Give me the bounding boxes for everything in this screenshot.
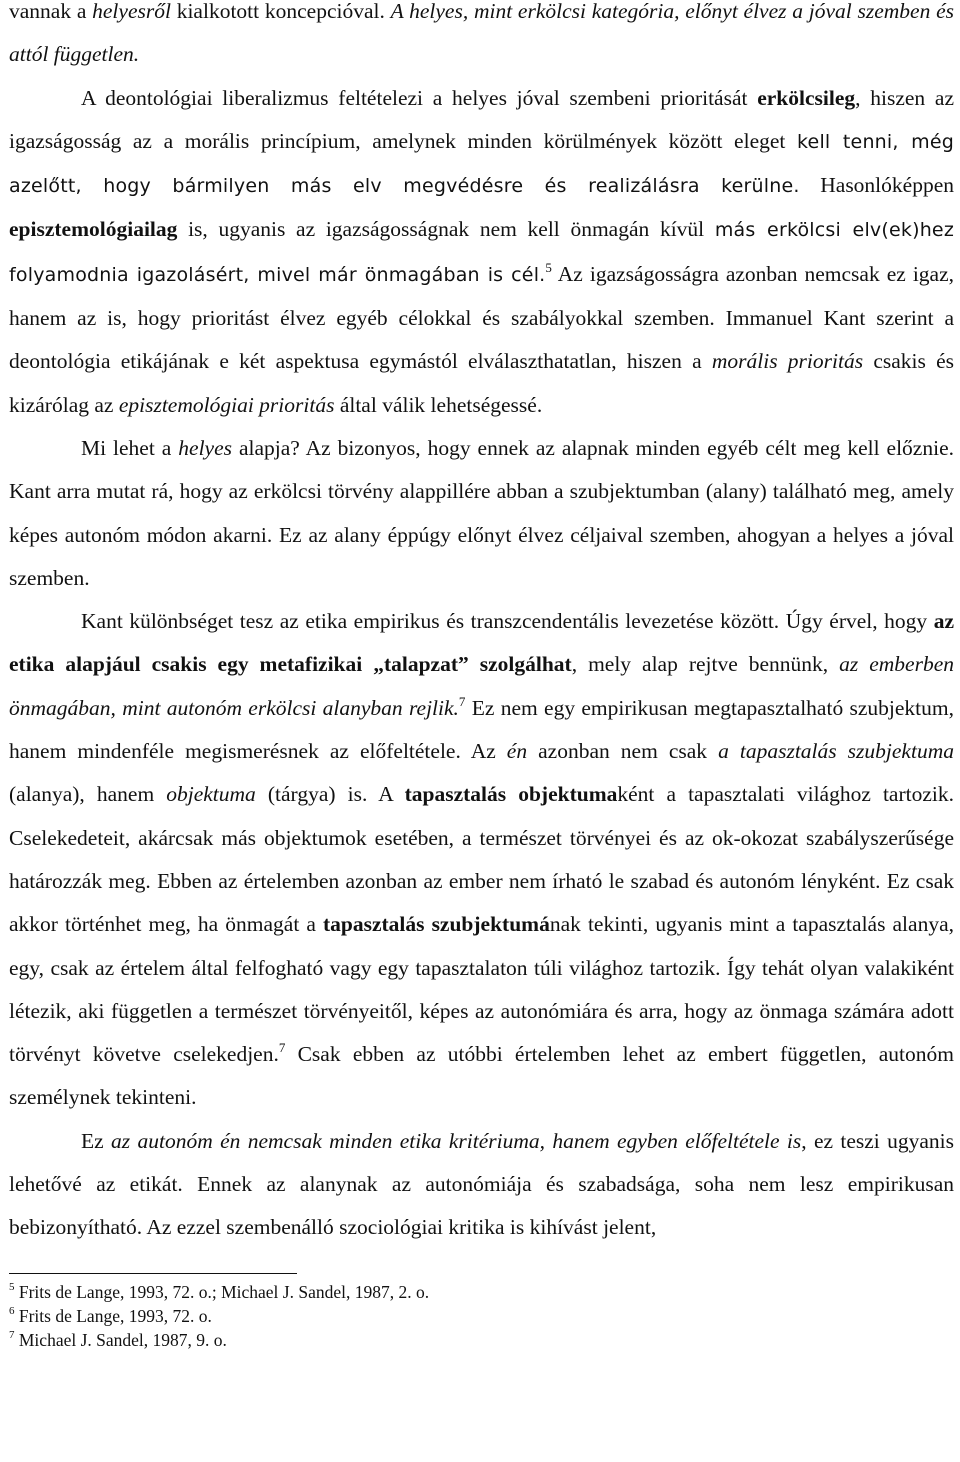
italic-run: az autonóm én nemcsak minden etika kritériuma, hanem egyben előfeltétele is	[111, 1128, 802, 1153]
italic-run: az emberben önmagában, mint autonóm erkölcsi alanyban rejlik.	[9, 652, 954, 720]
italic-run: helyesről	[92, 0, 171, 23]
footnote-ref: 7	[458, 693, 466, 709]
text-run: csakis és kizárólag az	[9, 349, 955, 417]
text-run: ként a tapasztalati világhoz tartozik. Cselekedeteit, akárcsak más objektumok esetében, a természet törvényei és az ok-okozat szabályszerűsége határozzák meg. Ebben az értelemben azonban az ember nem írható le szabad és autonóm lényként. Ez csak akkor történhet meg, ha önmagát a	[9, 782, 954, 937]
footnote-ref: 7	[278, 1039, 286, 1055]
text-run: , ez teszi ugyanis lehetővé az etikát. Ennek az alanynak az autonómiája és szabadsága, soha nem lesz empirikusan bebizonyítható. Az ezzel szembenálló szociológiai kritika is kihívást jelent,	[9, 1128, 954, 1240]
bold-run: episztemológiailag	[9, 217, 178, 242]
italic-run: A helyes, mint erkölcsi kategória, előnyt élvez a jóval szemben és attól független.	[9, 0, 954, 67]
text-run: (alanya), hanem	[9, 782, 167, 807]
bold-run: az etika alapjául csakis egy metafizikai „talapzat” szolgálhat	[9, 609, 954, 677]
text-run: Ez nem egy empirikusan megtapasztalható szubjektum, hanem mindenféle megismerésnek az előfeltétele. Az	[9, 695, 954, 764]
bold-run: erkölcsileg	[757, 85, 856, 110]
text-run: Kant különbséget tesz az etika empirikus és transzcendentális levezetése között. Úgy érvel, hogy	[81, 609, 934, 634]
body-text	[9, 0, 954, 1250]
text-run: kialkotott koncepcióval.	[170, 0, 391, 23]
footnote-separator	[9, 1273, 297, 1274]
italic-run: objektuma	[166, 782, 256, 807]
italic-run: helyes	[178, 435, 232, 460]
text-run: , mely alap rejtve bennünk,	[571, 652, 840, 677]
text-run: Az igazságosságra azonban nemcsak ez igaz, hanem az is, hogy prioritást élvez egyéb célokkal és szabályokkal szemben. Immanuel Kant szerint a deontológia etikájának e két aspektusa egymástól elválaszthatatlan, hiszen a	[9, 261, 955, 374]
footnote-ref: 5	[545, 259, 552, 275]
footnote	[9, 1280, 954, 1304]
italic-run: morális prioritás	[711, 349, 864, 374]
text-run: vannak a	[9, 0, 93, 23]
text-run: azonban nem csak	[527, 739, 719, 764]
paragraph-5	[9, 1120, 954, 1250]
text-run: Hasonlóképpen	[799, 173, 954, 198]
bold-run: tapasztalás objektuma	[404, 782, 618, 807]
text-run: , hiszen az igazságosság az a morális princípium, amelynek minden körülmények között eleget	[9, 85, 954, 153]
paragraph-2	[9, 77, 954, 427]
text-run: alapja? Az bizonyos, hogy ennek az alapnak minden egyéb célt meg kell előznie. Kant arra mutat rá, hogy az erkölcsi törvény alappillére abban a szubjektumban (alany) található meg, amely képes autonóm módon akarni. Ez az alany éppúgy előnyt élvez céljaival szemben, ahogyan a helyes a jóval szemben.	[9, 435, 954, 590]
paragraph-3	[9, 427, 954, 600]
italic-run: a tapasztalás szubjektuma	[718, 739, 954, 764]
footnote-text: Frits de Lange, 1993, 72. o.; Michael J. Sandel, 1987, 2. o.	[18, 1281, 430, 1302]
text-run: is, ugyanis az igazságosságnak nem kell önmagán kívül	[177, 217, 715, 242]
footnote-number: 6	[9, 1304, 15, 1317]
text-run: nak tekinti, ugyanis mint a tapasztalás alanya, egy, csak az értelem által felfogható vagy egy tapasztalaton túli világhoz tartozik. Így tehát olyan valakiként létezik, aki független a természet törvényeitől, képes az autonómiára és arra, hogy az önmaga számára adott törvényt követve cselekedjen.	[9, 912, 954, 1067]
bold-run: tapasztalás szubjektumá	[322, 912, 550, 937]
paragraph-4	[9, 600, 954, 1120]
footnote	[9, 1304, 954, 1328]
paragraph-1	[9, 0, 954, 77]
text-run: Ez	[81, 1128, 112, 1153]
sans-run: más erkölcsi elv(ek)hez folyamodnia igazolásért, mivel már önmagában is cél.	[9, 219, 954, 286]
text-run: Mi lehet a	[81, 435, 179, 460]
text-run: Csak ebben az utóbbi értelemben lehet az embert független, autonóm személynek tekinteni.	[9, 1042, 954, 1110]
italic-run: én	[506, 739, 528, 764]
text-run: A deontológiai liberalizmus feltételezi a helyes jóval szembeni prioritását	[81, 85, 758, 110]
footnote-text: Frits de Lange, 1993, 72. o.	[18, 1305, 212, 1326]
footnote-number: 7	[9, 1328, 15, 1341]
footnote-text: Michael J. Sandel, 1987, 9. o.	[18, 1329, 227, 1350]
italic-run: episztemológiai prioritás	[118, 392, 335, 417]
footnotes	[9, 1280, 954, 1352]
text-run: által válik lehetségessé.	[334, 392, 543, 417]
footnote	[9, 1328, 954, 1352]
text-run: (tárgya) is. A	[255, 782, 405, 807]
footnote-number: 5	[9, 1280, 15, 1293]
sans-run: kell tenni, még azelőtt, hogy bármilyen más elv megvédésre és realizálásra kerülne.	[9, 130, 955, 198]
